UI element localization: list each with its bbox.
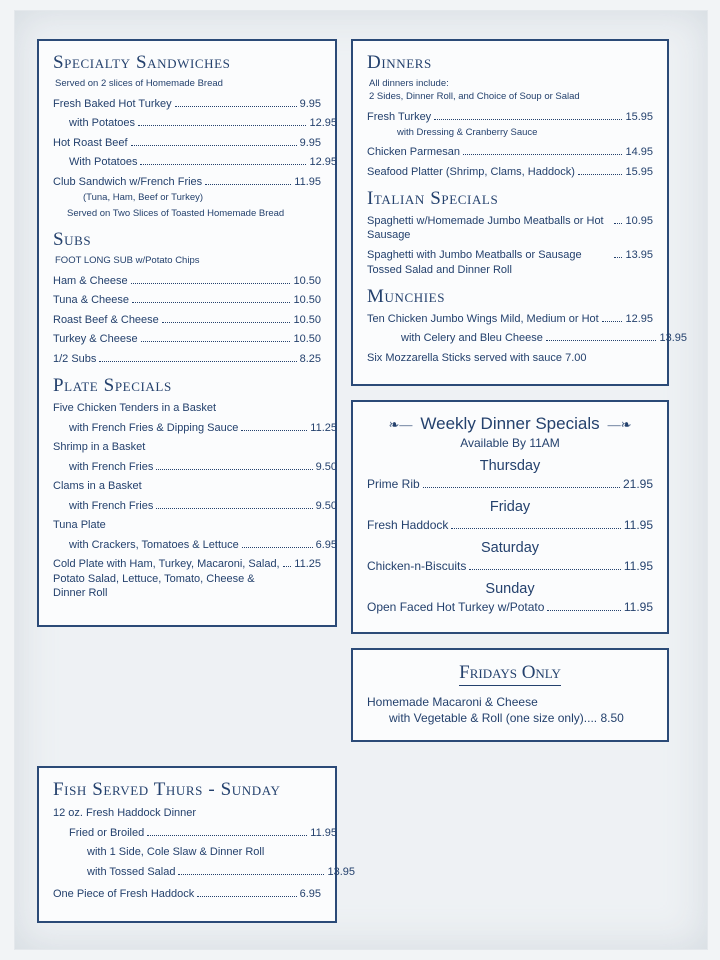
item-name: Fresh Haddock bbox=[367, 518, 449, 533]
item-name: with French Fries bbox=[69, 499, 154, 512]
fridays-only-line-2: with Vegetable & Roll (one size only).... 8.50 bbox=[389, 710, 624, 725]
menu-item bbox=[367, 145, 653, 160]
item-name: Fresh Turkey bbox=[367, 110, 432, 123]
item-name: Tuna & Cheese bbox=[53, 294, 130, 307]
item-note: with Dressing & Cranberry Sauce bbox=[397, 127, 538, 139]
menu-item bbox=[53, 518, 321, 533]
item-price: 11.95 bbox=[623, 559, 653, 574]
item-name: with French Fries bbox=[69, 460, 154, 473]
item-name: One Piece of Fresh Haddock bbox=[53, 888, 195, 901]
dinners-subtitle-2: 2 Sides, Dinner Roll, and Choice of Soup or Salad bbox=[369, 90, 580, 102]
item-name: with Potatoes bbox=[69, 117, 136, 130]
item-price: 14.95 bbox=[625, 146, 653, 159]
item-price: 6.95 bbox=[315, 538, 337, 551]
item-name: Spaghetti w/Homemade Jumbo Meatballs or Hot Sausage bbox=[367, 214, 604, 242]
leader-dots bbox=[434, 119, 622, 120]
item-price: 6.95 bbox=[299, 888, 321, 901]
item-name: 1/2 Subs bbox=[53, 352, 97, 365]
item-name: Turkey & Cheese bbox=[53, 333, 138, 346]
item-price: 9.50 bbox=[315, 460, 337, 473]
item-price: 9.50 bbox=[315, 499, 337, 512]
leader-dots bbox=[156, 469, 312, 470]
menu-item bbox=[53, 136, 321, 151]
leader-dots bbox=[423, 487, 620, 488]
menu-item bbox=[367, 331, 687, 346]
leader-dots bbox=[197, 896, 296, 897]
menu-item bbox=[367, 110, 653, 125]
weekly-specials-header bbox=[367, 414, 653, 434]
item-name: Prime Rib bbox=[367, 477, 420, 492]
item-price: 8.25 bbox=[299, 352, 321, 365]
item-name: Six Mozzarella Sticks served with sauce 7.00 bbox=[367, 351, 587, 364]
item-price: 13.95 bbox=[659, 332, 687, 345]
item-name: with French Fries & Dipping Sauce bbox=[69, 421, 239, 434]
item-price: 10.50 bbox=[293, 274, 321, 287]
leader-dots bbox=[131, 145, 297, 146]
leader-dots bbox=[469, 569, 620, 570]
item-name: Fried or Broiled bbox=[69, 826, 145, 839]
item-price: 10.50 bbox=[293, 313, 321, 326]
item-price: 11.95 bbox=[310, 826, 337, 839]
menu-item bbox=[367, 477, 653, 493]
fish-box bbox=[37, 766, 355, 923]
menu-item bbox=[53, 293, 321, 308]
leader-dots bbox=[546, 340, 657, 341]
leader-dots bbox=[138, 125, 306, 126]
fridays-only-title: Fridays Only bbox=[459, 662, 561, 686]
item-name: Five Chicken Tenders in a Basket bbox=[53, 402, 217, 415]
menu-columns bbox=[15, 11, 709, 951]
item-price: 11.25 bbox=[294, 558, 321, 571]
menu-item bbox=[53, 175, 321, 190]
menu-item bbox=[53, 887, 321, 902]
menu-item bbox=[53, 421, 337, 436]
menu-item bbox=[53, 274, 321, 289]
leader-dots bbox=[178, 874, 324, 875]
leader-dots bbox=[175, 106, 297, 107]
item-price: 9.95 bbox=[299, 97, 321, 110]
leader-dots bbox=[242, 547, 313, 548]
leader-dots bbox=[463, 154, 623, 155]
menu-item bbox=[367, 312, 653, 327]
leader-dots bbox=[141, 341, 291, 342]
menu-item bbox=[367, 351, 653, 366]
item-name: Hot Roast Beef bbox=[53, 136, 128, 149]
munchies-title: Munchies bbox=[367, 286, 446, 308]
item-name: With Potatoes bbox=[69, 156, 138, 169]
item-price: 11.25 bbox=[310, 421, 337, 434]
menu-item bbox=[367, 165, 653, 180]
leader-dots bbox=[156, 508, 312, 509]
subs-subtitle: FOOT LONG SUB w/Potato Chips bbox=[55, 254, 200, 266]
item-name: Chicken Parmesan bbox=[367, 146, 460, 159]
weekly-day-label: Sunday bbox=[485, 580, 535, 597]
menu-item bbox=[53, 352, 321, 367]
section-italian-specials bbox=[367, 189, 653, 277]
leader-dots bbox=[99, 361, 296, 362]
fridays-only-box bbox=[351, 648, 669, 742]
specialty-sandwiches-title: Specialty Sandwiches bbox=[53, 52, 231, 73]
leader-dots bbox=[283, 566, 291, 567]
menu-item bbox=[53, 460, 337, 475]
item-note: (Tuna, Ham, Beef or Turkey) bbox=[83, 192, 204, 204]
item-name: Ham & Cheese bbox=[53, 274, 128, 287]
menu-item bbox=[367, 600, 653, 616]
item-name: Chicken-n-Biscuits bbox=[367, 559, 467, 574]
menu-item bbox=[53, 845, 355, 860]
item-name: Club Sandwich w/French Fries bbox=[53, 175, 203, 188]
menu-item bbox=[53, 332, 321, 347]
item-price: 11.95 bbox=[623, 599, 653, 614]
fridays-only-line-1: Homemade Macaroni & Cheese bbox=[367, 694, 538, 709]
leader-dots bbox=[614, 257, 622, 258]
item-price: 15.95 bbox=[625, 165, 653, 178]
item-name: Shrimp in a Basket bbox=[53, 441, 146, 454]
item-name: with 1 Side, Cole Slaw & Dinner Roll bbox=[87, 846, 265, 859]
item-name: with Crackers, Tomatoes & Lettuce bbox=[69, 538, 239, 551]
plate-specials-title: Plate Specials bbox=[53, 375, 172, 397]
item-name: Tuna Plate bbox=[53, 519, 106, 532]
leader-dots bbox=[451, 528, 620, 529]
item-name: Clams in a Basket bbox=[53, 480, 142, 493]
menu-item bbox=[367, 248, 653, 277]
leader-dots bbox=[547, 610, 620, 611]
menu-item bbox=[53, 499, 337, 514]
weekly-specials-title: Weekly Dinner Specials bbox=[420, 414, 600, 434]
item-name: Cold Plate with Ham, Turkey, Macaroni, Salad, Potato Salad, Lettuce, Tomato, Cheese & Dinner Roll bbox=[53, 558, 280, 600]
section-plate-specials bbox=[53, 375, 337, 601]
menu-item bbox=[53, 116, 337, 131]
leader-dots bbox=[602, 321, 623, 322]
leader-dots bbox=[131, 283, 291, 284]
section-subs bbox=[53, 230, 321, 366]
flourish-left-icon: ❧— bbox=[388, 416, 413, 432]
subs-title: Subs bbox=[53, 229, 92, 251]
menu-item bbox=[53, 401, 321, 416]
item-price: 11.95 bbox=[623, 518, 653, 533]
item-name: 12 oz. Fresh Haddock Dinner bbox=[53, 807, 197, 820]
fridays-only-header bbox=[367, 662, 653, 694]
leader-dots bbox=[132, 302, 290, 303]
menu-item bbox=[53, 826, 337, 841]
menu-item bbox=[53, 538, 337, 553]
item-price: 13.95 bbox=[625, 248, 653, 261]
item-price: 12.95 bbox=[309, 117, 337, 130]
menu-item bbox=[53, 97, 321, 112]
section-munchies bbox=[367, 286, 687, 365]
section-specialty-sandwiches bbox=[53, 52, 337, 220]
item-price: 13.95 bbox=[327, 865, 355, 878]
item-name: Spaghetti with Jumbo Meatballs or Sausage Tossed Salad and Dinner Roll bbox=[367, 248, 582, 276]
menu-item bbox=[53, 806, 321, 821]
specialty-sandwiches-subtitle: Served on 2 slices of Homemade Bread bbox=[55, 77, 223, 89]
right-main-box bbox=[351, 39, 687, 386]
fish-title: Fish Served Thurs - Sunday bbox=[53, 778, 281, 800]
item-name: Roast Beef & Cheese bbox=[53, 313, 159, 326]
item-name: Ten Chicken Jumbo Wings Mild, Medium or Hot bbox=[367, 312, 599, 325]
menu-item bbox=[367, 214, 653, 243]
weekly-day-label: Thursday bbox=[479, 458, 541, 475]
weekly-day-label: Friday bbox=[489, 499, 531, 516]
menu-item bbox=[367, 518, 653, 534]
section-dinners bbox=[367, 53, 653, 179]
weekly-specials-box bbox=[351, 400, 669, 633]
leader-dots bbox=[614, 223, 622, 224]
item-price: 15.95 bbox=[625, 110, 653, 123]
menu-item bbox=[53, 865, 355, 880]
item-price: 10.50 bbox=[293, 294, 321, 307]
item-price: 12.95 bbox=[625, 312, 653, 325]
leader-dots bbox=[147, 835, 307, 836]
right-column bbox=[351, 39, 687, 923]
item-price: 9.95 bbox=[299, 136, 321, 149]
left-column bbox=[37, 39, 355, 923]
weekly-specials-availability: Available By 11AM bbox=[460, 436, 560, 451]
item-name: Seafood Platter (Shrimp, Clams, Haddock) bbox=[367, 165, 575, 178]
item-price: 11.95 bbox=[294, 175, 321, 188]
item-price: 21.95 bbox=[622, 477, 653, 492]
menu-item bbox=[367, 559, 653, 575]
leader-dots bbox=[162, 322, 291, 323]
flourish-right-icon: —❧ bbox=[607, 416, 632, 432]
leader-dots bbox=[578, 174, 623, 175]
left-column-spacer bbox=[37, 641, 337, 752]
menu-paper bbox=[14, 10, 708, 950]
item-name: with Celery and Bleu Cheese bbox=[401, 332, 543, 345]
item-name: Open Faced Hot Turkey w/Potato bbox=[367, 599, 545, 614]
dinners-title: Dinners bbox=[367, 52, 432, 73]
item-note: Served on Two Slices of Toasted Homemade Bread bbox=[67, 208, 285, 220]
item-price: 12.95 bbox=[309, 156, 337, 169]
item-price: 10.95 bbox=[625, 214, 653, 227]
left-main-box bbox=[37, 39, 337, 627]
item-price: 10.50 bbox=[293, 333, 321, 346]
menu-item bbox=[53, 557, 321, 601]
item-name: with Tossed Salad bbox=[87, 865, 176, 878]
menu-item bbox=[53, 155, 337, 170]
weekly-day-label: Saturday bbox=[480, 540, 540, 557]
dinners-subtitle-1: All dinners include: bbox=[369, 77, 449, 89]
leader-dots bbox=[241, 430, 307, 431]
item-name: Fresh Baked Hot Turkey bbox=[53, 97, 172, 110]
menu-item bbox=[53, 440, 321, 455]
italian-specials-title: Italian Specials bbox=[367, 188, 499, 210]
menu-item bbox=[53, 479, 321, 494]
leader-dots bbox=[205, 184, 291, 185]
menu-item bbox=[53, 313, 321, 328]
leader-dots bbox=[140, 164, 306, 165]
